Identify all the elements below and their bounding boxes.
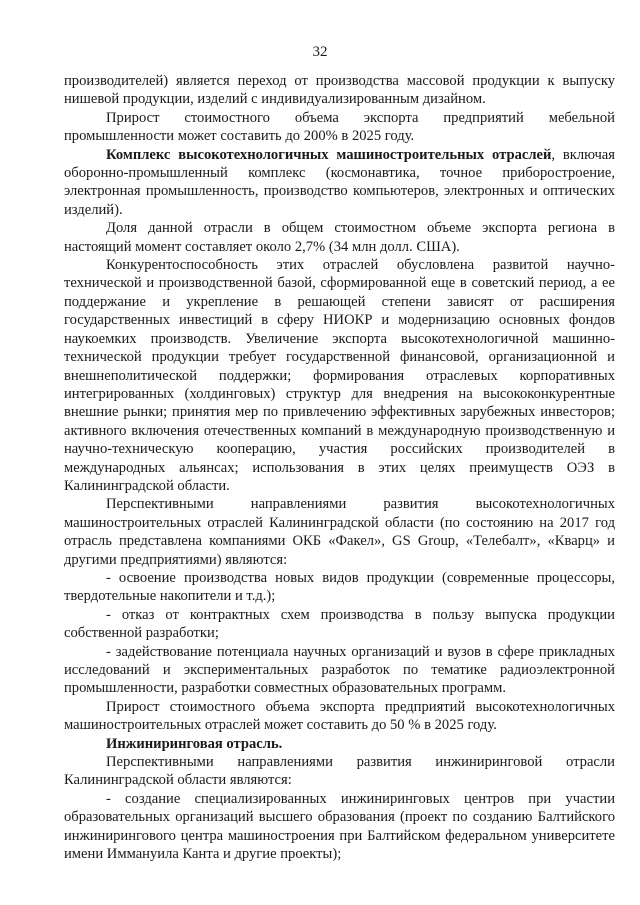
- paragraph-1: производителей) является переход от производства массовой продукции к выпуску нишевой продукции, изделий с индивидуализированным дизайном.: [64, 73, 615, 108]
- paragraph-3-text: , включая оборонно-промышленный комплекс (космонавтика, точное приборостроение, электронная промышленность, производство компьютеров, электронных и оптических изделий).: [64, 146, 615, 218]
- list-item-1: - освоение производства новых видов продукции (современные процессоры, твердотельные накопители и т.д.);: [64, 569, 615, 605]
- page-number: 32: [312, 44, 328, 60]
- paragraph-4: Доля данной отрасли в общем стоимостном объеме экспорта региона в настоящий момент составляет около 2,7% (34 млн долл. США).: [64, 220, 615, 255]
- paragraph-7: Прирост стоимостного объема экспорта предприятий высокотехнологичных машиностроительных отраслей может составить до 50 % в 2025 году.: [64, 698, 615, 734]
- paragraph-5: Конкурентоспособность этих отраслей обусловлена развитой научно-технической и производственной базой, сформированной еще в советский период, а ее поддержание и укрепление в решающей степени зависят от расширения государственных инвестиций в сферу НИОКР и модернизацию основных фондов наукоемких производств. Увеличение экспорта высокотехнологичной машинно-технической продукции требует государственной финансовой, организационной и внешнеполитической поддержки; формирования отраслевых корпоративных интегрированных (холдинговых) структур для внедрения на высококонкурентные внешние рынки; принятия мер по привлечению эффективных зарубежных инвесторов; активного включения отечественных компаний в международную производственную и научно-техническую кооперацию, участия российских производителей в международных альянсах; использования в этих целях преимуществ ОЭЗ в Калининградской области.: [64, 257, 615, 494]
- section-title-engineering: Инжиниринговая отрасль.: [106, 735, 283, 752]
- paragraph-8: Перспективными направлениями развития инжиниринговой отрасли Калининградской области являются:: [64, 754, 615, 789]
- document-body: [64, 72, 615, 863]
- paragraph-6: Перспективными направлениями развития высокотехнологичных машиностроительных отраслей Калининградской области (по состоянию на 2017 год отрасль представлена компаниями ОКБ «Факел», GS Group, «Телебалт», «Кварц» и другими предприятиями) являются:: [64, 496, 615, 568]
- list-item-4: - создание специализированных инжиниринговых центров при участии образовательных организаций высшего образования (проект по созданию Балтийского инжинирингового центра машиностроения при Балтийском федеральном университете имени Иммануила Канта и другие проекты);: [64, 790, 615, 863]
- paragraph-3-section-heading: [64, 146, 615, 220]
- list-item-2: - отказ от контрактных схем производства в пользу выпуска продукции собственной разработки;: [64, 606, 615, 642]
- list-item-3: - задействование потенциала научных организаций и вузов в сфере прикладных исследований и экспериментальных разработок по тематике радиоэлектронной промышленности, разработки совместных образовательных программ.: [64, 643, 615, 697]
- section-title-high-tech: Комплекс высокотехнологичных машиностроительных отраслей: [106, 146, 552, 163]
- paragraph-2: Прирост стоимостного объема экспорта предприятий мебельной промышленности может составить до 200% в 2025 году.: [64, 109, 615, 145]
